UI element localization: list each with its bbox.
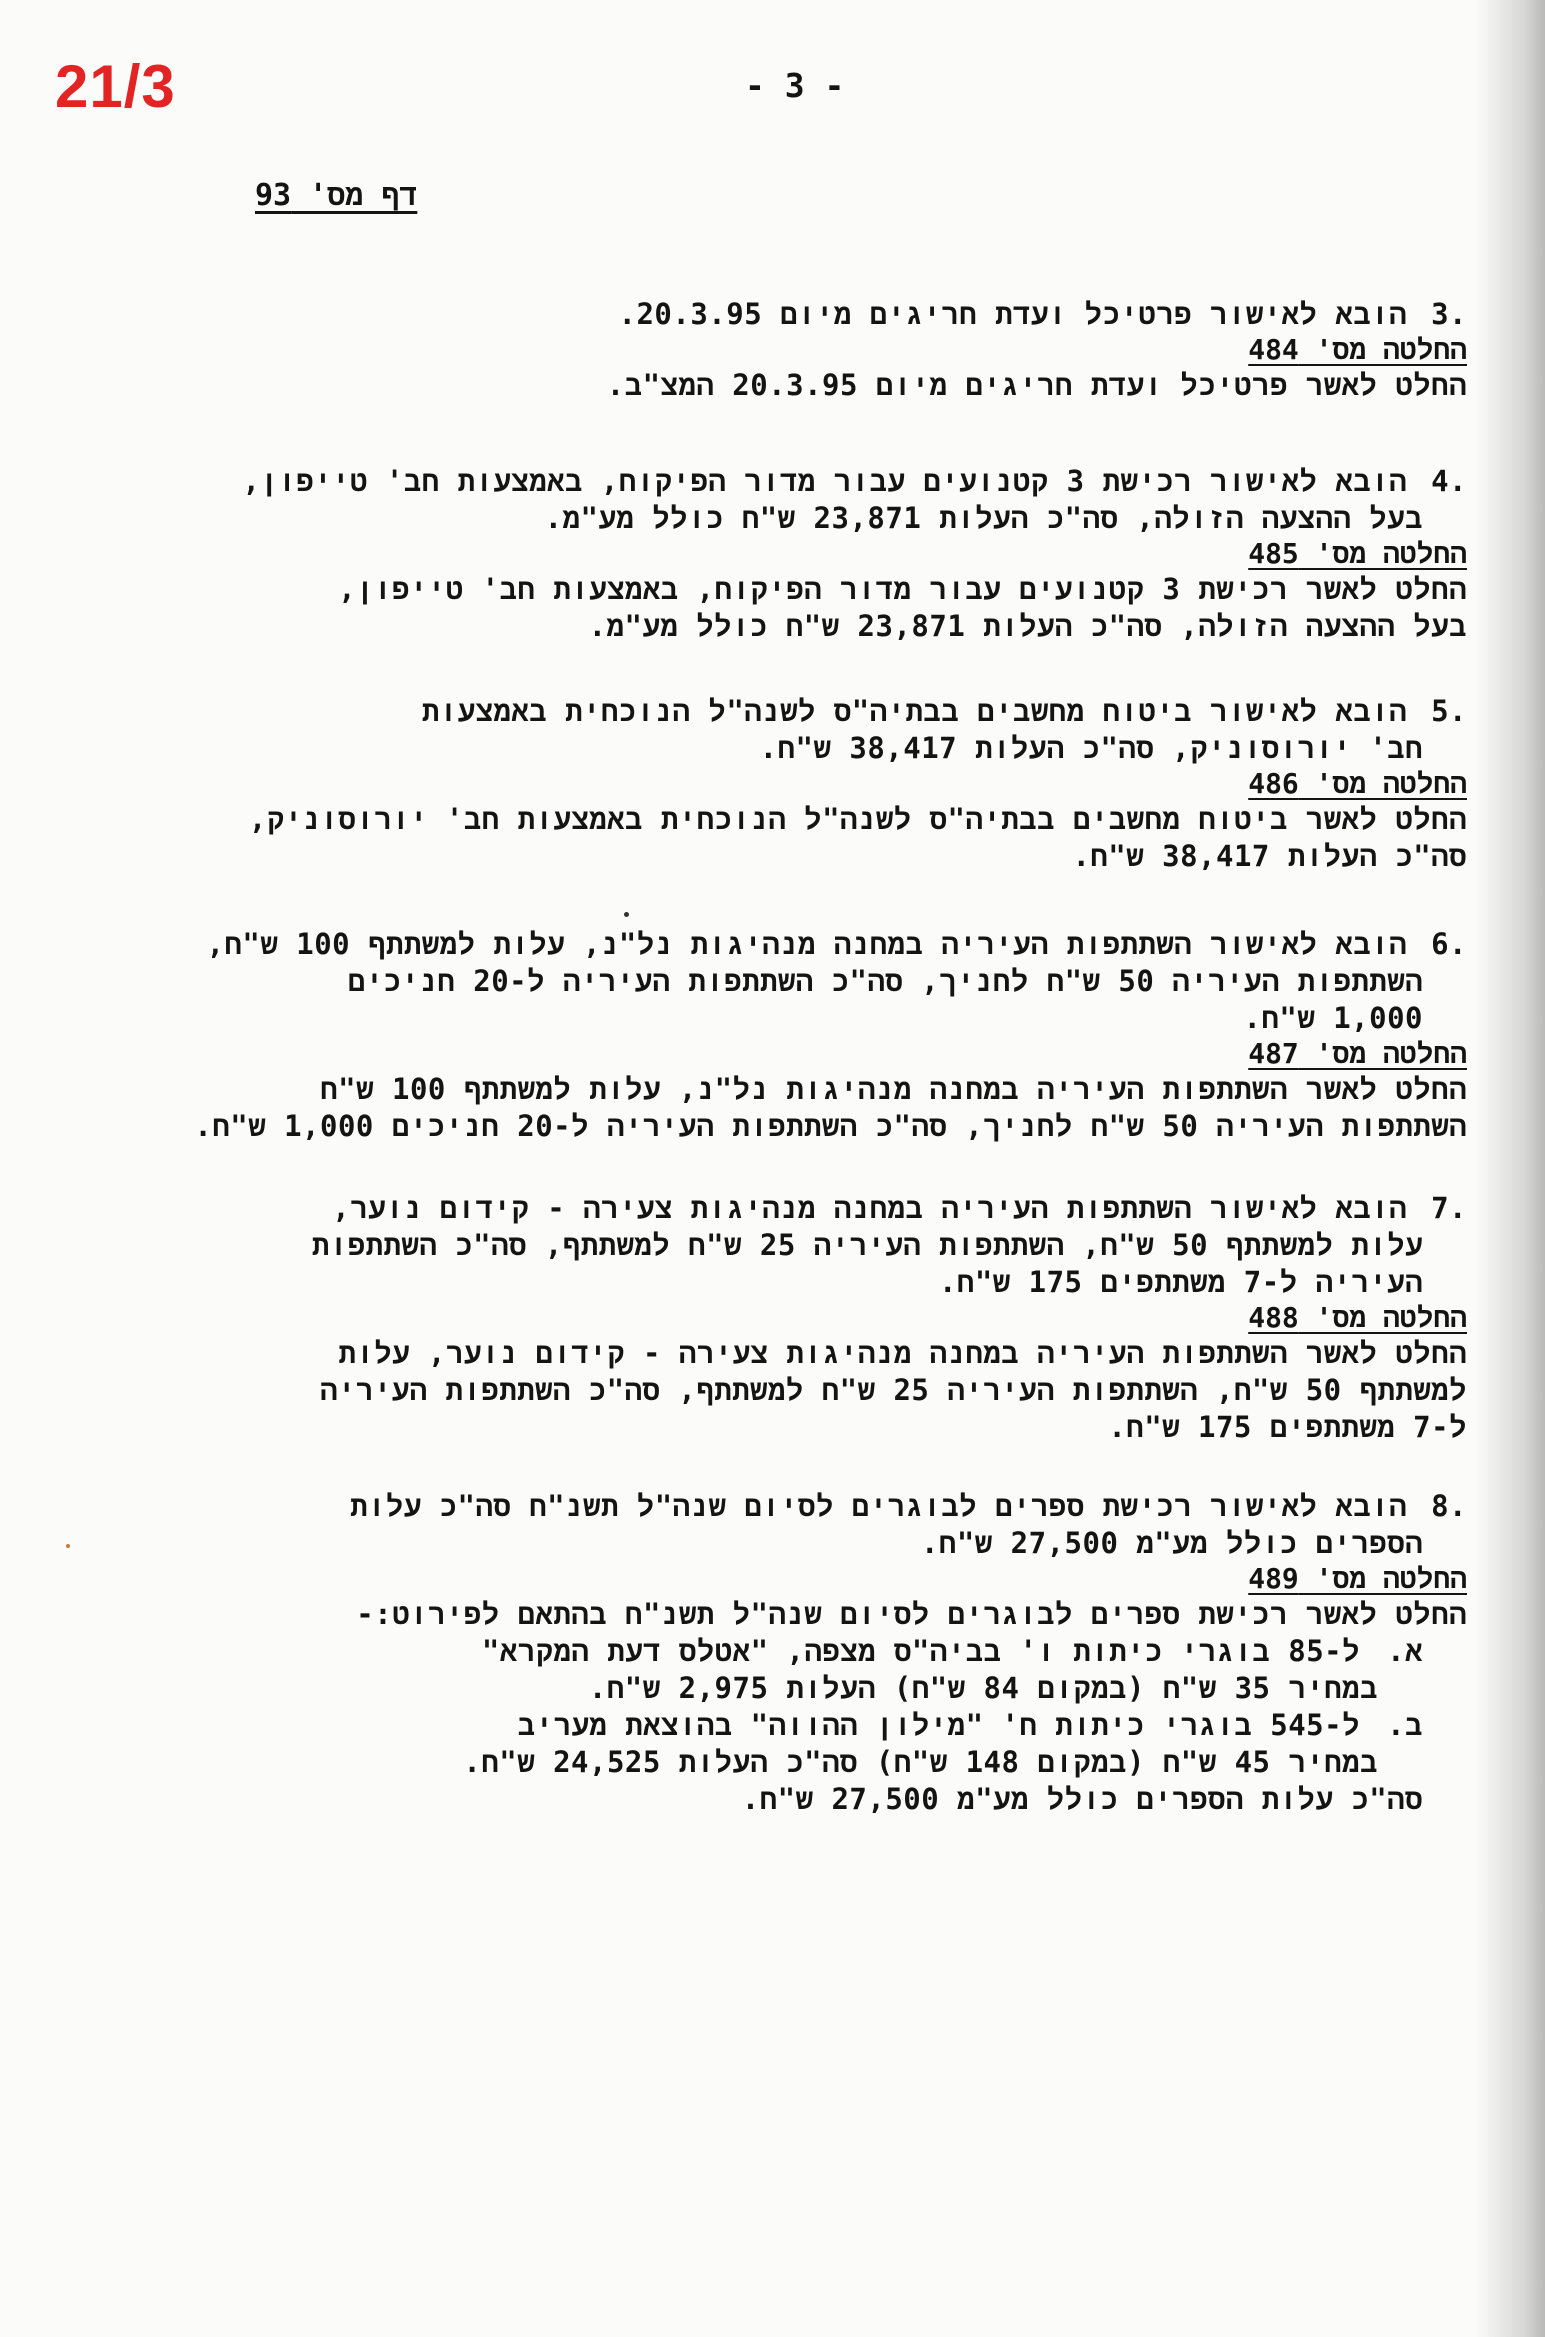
item-number: .7	[1431, 1191, 1467, 1225]
item-line: .5 הובא לאישור ביטוח מחשבים בבתיה"ס לשנה"ל הנוכחית באמצעות	[421, 694, 1467, 728]
scan-speck	[624, 912, 629, 917]
decision-line: למשתתף 50 ש"ח, השתתפות העיריה 25 ש"ח למשתתף, סה"כ השתתפות העיריה	[320, 1373, 1467, 1407]
agenda-item-5	[249, 693, 1467, 875]
item-line: .6 הובא לאישור השתתפות העיריה במחנה מנהיגות נל"נ, עלות למשתתף 100 ש"ח,	[206, 927, 1467, 961]
decision-line: בעל ההצעה הזולה, סה"כ העלות 23,871 ש"ח כולל מע"מ.	[588, 609, 1467, 643]
sub-item-line: במחיר 45 ש"ח (במקום 148 ש"ח) סה"כ העלות 24,525 ש"ח.	[463, 1745, 1378, 1779]
item-number: .8	[1431, 1489, 1467, 1523]
scan-speck	[66, 1544, 70, 1548]
sheet-number: דף מס' 93	[255, 178, 418, 213]
decision-label: החלטה מס' 487	[1248, 1037, 1467, 1070]
item-number: .6	[1431, 927, 1467, 961]
agenda-item-4	[243, 463, 1467, 645]
closing-line: סה"כ עלות הספרים כולל מע"מ 27,500 ש"ח.	[741, 1782, 1423, 1816]
decision-label: החלטה מס' 484	[1248, 333, 1467, 366]
item-line: חב' יורוסוניק, סה"כ העלות 38,417 ש"ח.	[759, 731, 1423, 765]
sub-item-label: א.	[1387, 1634, 1423, 1668]
item-line: .8 הובא לאישור רכישת ספרים לבוגרים לסיום שנה"ל תשנ"ח סה"כ עלות	[350, 1489, 1467, 1523]
item-line: השתתפות העיריה 50 ש"ח לחניך, סה"כ השתתפות העיריה ל-20 חניכים	[347, 964, 1423, 998]
decision-line: החלט לאשר השתתפות העיריה במחנה מנהיגות צעירה - קידום נוער, עלות	[338, 1336, 1467, 1370]
sub-item-label: ב.	[1387, 1708, 1423, 1742]
decision-line: החלט לאשר ביטוח מחשבים בבתיה"ס לשנה"ל הנוכחית באמצעות חב' יורוסוניק,	[248, 802, 1467, 836]
decision-line: החלט לאשר השתתפות העיריה במחנה מנהיגות נל"נ, עלות למשתתף 100 ש"ח	[320, 1072, 1467, 1106]
sub-item-a: א. ל-85 בוגרי כיתות ו' בביה"ס מצפה, "אטלס דעת המקרא"	[481, 1634, 1423, 1668]
agenda-item-8	[350, 1488, 1467, 1818]
decision-label: החלטה מס' 489	[1248, 1562, 1467, 1595]
item-line: .4 הובא לאישור רכישת 3 קטנועים עבור מדור הפיקוח, באמצעות חב' טייפון,	[242, 464, 1467, 498]
item-line: עלות למשתתף 50 ש"ח, השתתפות העיריה 25 ש"ח למשתתף, סה"כ השתתפות	[311, 1228, 1423, 1262]
decision-line: סה"כ העלות 38,417 ש"ח.	[1072, 839, 1467, 873]
page-number: - 3 -	[745, 66, 845, 105]
item-line: .7 הובא לאישור השתתפות העיריה במחנה מנהיגות צעירה - קידום נוער,	[332, 1191, 1467, 1225]
decision-label: החלטה מס' 486	[1248, 767, 1467, 800]
item-number: .3	[1431, 297, 1467, 331]
page-stamp: 21/3	[55, 53, 176, 120]
sub-item-b: ב. ל-545 בוגרי כיתות ח' "מילון ההווה" בהוצאת מעריב	[517, 1708, 1423, 1742]
item-number: .4	[1431, 464, 1467, 498]
decision-line: ל-7 משתתפים 175 ש"ח.	[1108, 1410, 1467, 1444]
item-line: בעל ההצעה הזולה, סה"כ העלות 23,871 ש"ח כולל מע"מ.	[544, 501, 1423, 535]
page-edge-shadow	[1475, 0, 1545, 2337]
decision-label: החלטה מס' 485	[1248, 537, 1467, 570]
decision-line: החלט לאשר רכישת ספרים לבוגרים לסיום שנה"ל תשנ"ח בהתאם לפירוט:-	[356, 1597, 1467, 1631]
decision-line: החלט לאשר פרטיכל ועדת חריגים מיום 20.3.95 המצ"ב.	[606, 368, 1467, 402]
agenda-item-6	[194, 926, 1467, 1145]
agenda-item-7	[312, 1190, 1467, 1446]
agenda-item-3	[607, 296, 1467, 404]
item-line: .3 הובא לאישור פרטיכל ועדת חריגים מיום 20.3.95.	[618, 297, 1467, 331]
sub-item-line: במחיר 35 ש"ח (במקום 84 ש"ח) העלות 2,975 ש"ח.	[588, 1671, 1378, 1705]
decision-label: החלטה מס' 488	[1248, 1301, 1467, 1334]
decision-line: השתתפות העיריה 50 ש"ח לחניך, סה"כ השתתפות העיריה ל-20 חניכים 1,000 ש"ח.	[194, 1109, 1467, 1143]
decision-line: החלט לאשר רכישת 3 קטנועים עבור מדור הפיקוח, באמצעות חב' טייפון,	[338, 572, 1467, 606]
item-number: .5	[1431, 694, 1467, 728]
item-line: העיריה ל-7 משתתפים 175 ש"ח.	[938, 1265, 1423, 1299]
item-line: 1,000 ש"ח.	[1243, 1001, 1423, 1035]
item-line: הספרים כולל מע"מ 27,500 ש"ח.	[920, 1526, 1423, 1560]
